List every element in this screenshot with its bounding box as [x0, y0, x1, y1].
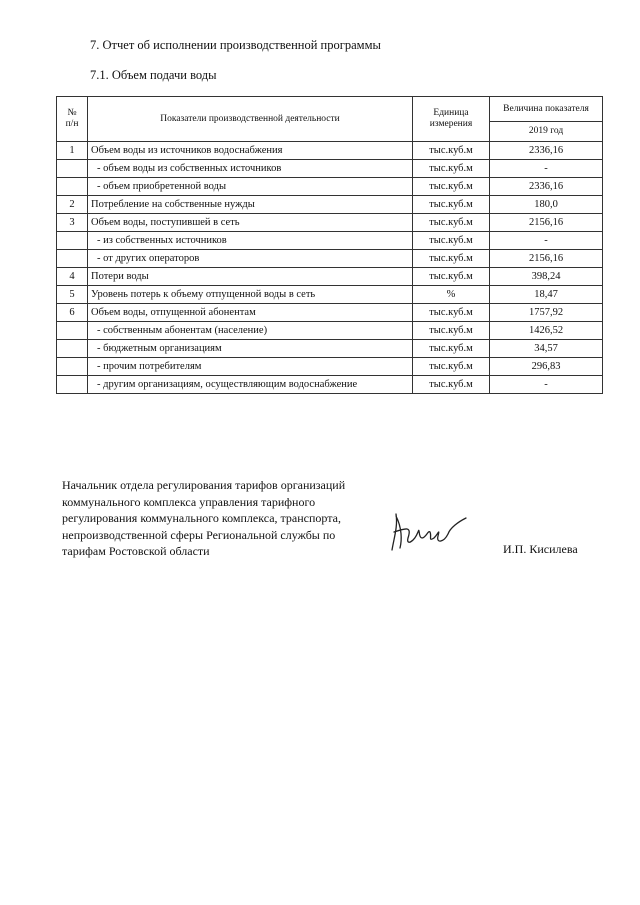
row-num: 6 [57, 304, 88, 322]
signature-line: непроизводственной сферы Региональной службы по [62, 527, 336, 542]
row-indicator: - прочим потребителям [88, 358, 413, 376]
header-indicator [88, 97, 413, 142]
row-unit: % [413, 286, 490, 304]
row-value: 18,47 [490, 286, 603, 304]
row-value: - [490, 376, 603, 394]
row-indicator: Объем воды, поступившей в сеть [88, 214, 413, 232]
row-value: 180,0 [490, 196, 603, 214]
row-value: 34,57 [490, 340, 603, 358]
signature-line: коммунального комплекса управления тарифного [62, 494, 316, 509]
table-row [57, 232, 603, 250]
row-indicator: - из собственных источников [88, 232, 413, 250]
row-indicator: - от других операторов [88, 250, 413, 268]
row-num [57, 340, 88, 358]
row-value: - [490, 160, 603, 178]
row-num [57, 232, 88, 250]
signature-line: регулирования коммунального комплекса, транспорта, [62, 511, 341, 525]
row-value: 2336,16 [490, 178, 603, 196]
row-unit: тыс.куб.м [413, 178, 490, 196]
row-num: 3 [57, 214, 88, 232]
signature-line: Начальник отдела регулирования тарифов организаций [62, 478, 346, 492]
header-unit [413, 97, 490, 142]
subsection-title: 7.1. Объем подачи воды [90, 68, 217, 82]
table-row [57, 268, 603, 286]
row-unit: тыс.куб.м [413, 214, 490, 232]
row-num [57, 250, 88, 268]
header-value-label: Величина показателя [503, 103, 589, 114]
handwritten-signature [388, 508, 468, 556]
row-indicator: Объем воды, отпущенной абонентам [88, 304, 413, 322]
row-value: 2156,16 [490, 250, 603, 268]
row-num: 5 [57, 286, 88, 304]
header-indicator-label: Показатели производственной деятельности [160, 113, 340, 124]
table-row [57, 196, 603, 214]
row-unit: тыс.куб.м [413, 268, 490, 286]
row-num [57, 376, 88, 394]
row-unit: тыс.куб.м [413, 304, 490, 322]
table-row [57, 322, 603, 340]
row-unit: тыс.куб.м [413, 160, 490, 178]
row-indicator: Объем воды из источников водоснабжения [88, 142, 413, 160]
row-indicator: Потребление на собственные нужды [88, 196, 413, 214]
table-row [57, 160, 603, 178]
row-unit: тыс.куб.м [413, 322, 490, 340]
header-unit-label: Единица измерения [429, 108, 473, 129]
row-num [57, 322, 88, 340]
header-value [490, 97, 603, 122]
row-indicator: - собственным абонентам (население) [88, 322, 413, 340]
row-value: 2336,16 [490, 142, 603, 160]
table-row [57, 376, 603, 394]
signature-line: тарифам Ростовской области [62, 544, 210, 558]
row-unit: тыс.куб.м [413, 250, 490, 268]
row-num: 4 [57, 268, 88, 286]
table-row [57, 214, 603, 232]
table-row [57, 178, 603, 196]
row-num: 1 [57, 142, 88, 160]
row-num [57, 160, 88, 178]
table-row [57, 142, 603, 160]
table-body [57, 142, 603, 394]
row-unit: тыс.куб.м [413, 232, 490, 250]
signatory-name: И.П. Кисилева [503, 542, 578, 556]
row-value: 1426,52 [490, 322, 603, 340]
header-year-label: 2019 год [528, 126, 564, 137]
row-num: 2 [57, 196, 88, 214]
row-num [57, 358, 88, 376]
table-row [57, 250, 603, 268]
row-value: 296,83 [490, 358, 603, 376]
signature-block-text [62, 477, 382, 560]
water-supply-table [56, 96, 603, 394]
row-indicator: - другим организациям, осуществляющим водоснабжение [88, 376, 413, 394]
header-num-label: № п/н [65, 108, 79, 129]
row-indicator: - объем приобретенной воды [88, 178, 413, 196]
row-unit: тыс.куб.м [413, 358, 490, 376]
row-unit: тыс.куб.м [413, 376, 490, 394]
row-indicator: Уровень потерь к объему отпущенной воды в сеть [88, 286, 413, 304]
table-row [57, 286, 603, 304]
row-unit: тыс.куб.м [413, 340, 490, 358]
row-unit: тыс.куб.м [413, 196, 490, 214]
table-row [57, 304, 603, 322]
header-year [490, 122, 603, 142]
row-indicator: - объем воды из собственных источников [88, 160, 413, 178]
row-value: 1757,92 [490, 304, 603, 322]
table-row [57, 340, 603, 358]
section-title: 7. Отчет об исполнении производственной программы [90, 38, 381, 52]
row-value: 398,24 [490, 268, 603, 286]
header-num [57, 97, 88, 142]
row-num [57, 178, 88, 196]
row-value: - [490, 232, 603, 250]
table-row [57, 358, 603, 376]
row-unit: тыс.куб.м [413, 142, 490, 160]
row-indicator: - бюджетным организациям [88, 340, 413, 358]
row-indicator: Потери воды [88, 268, 413, 286]
row-value: 2156,16 [490, 214, 603, 232]
